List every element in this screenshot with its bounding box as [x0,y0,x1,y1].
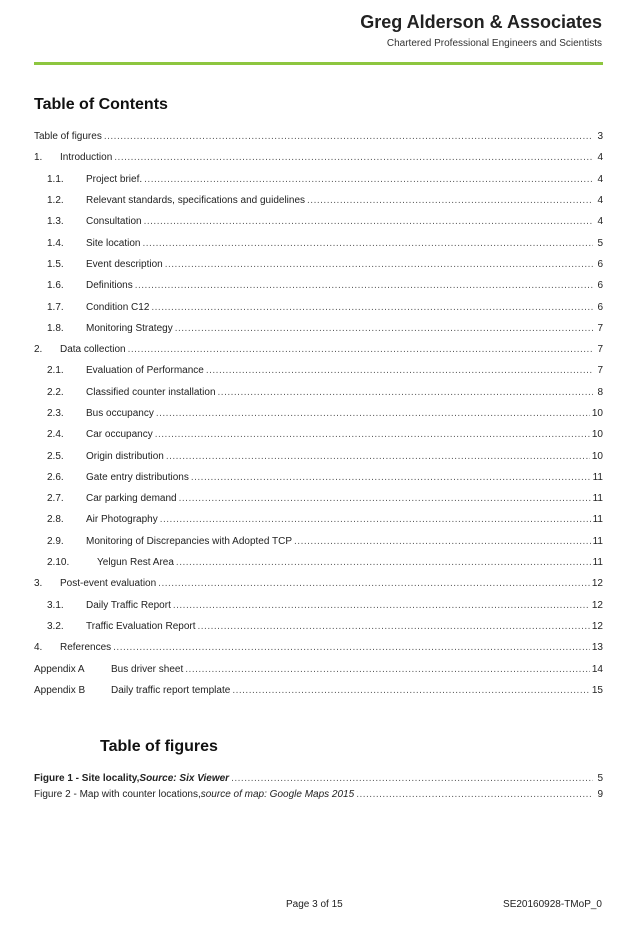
toc-entry-references[interactable] [34,637,603,658]
toc-entry-origin-distribution[interactable] [34,445,603,466]
toc-entry-number: 3.1. [47,599,64,611]
toc-entry-classified-counter-installation[interactable] [34,382,603,403]
toc-entry-page: 10 [591,450,603,462]
toc-entry-title: Table of figures [34,131,102,143]
toc-entry-appendix-b[interactable] [34,680,603,701]
figure-leader-dots [231,773,593,784]
toc-entry-site-location[interactable] [34,232,603,253]
toc-entry-gate-entry-distributions[interactable] [34,467,603,488]
toc-entry-number: 3.2. [47,620,64,632]
toc-entry-yelgun-rest-area[interactable] [34,552,603,573]
toc-entry-page: 15 [591,684,603,696]
toc-leader-dots [294,536,591,547]
toc-entry-number: 1.7. [47,301,64,313]
toc-entry-title: Definitions [86,280,133,292]
toc-entry-page: 14 [591,663,603,675]
toc-leader-dots [179,493,591,504]
toc-entry-number: 1.4. [47,237,64,249]
toc-entry-page: 3 [597,131,603,143]
toc-entry-number: 1.1. [47,173,64,185]
toc-leader-dots [166,451,590,462]
toc-entry-title: Monitoring of Discrepancies with Adopted TCP [86,535,293,547]
toc-entry-data-collection[interactable] [34,339,603,360]
toc-entry-number: 2.2. [47,386,64,398]
toc-entry-page: 11 [592,557,603,569]
toc-entry-page: 7 [597,322,603,334]
toc-leader-dots [206,365,593,376]
toc-entry-traffic-evaluation-report[interactable] [34,616,603,637]
toc-entry-daily-traffic-report[interactable] [34,595,603,616]
toc-entry-title: References [60,642,112,654]
toc-entry-title: Relevant standards, specifications and guidelines [86,195,306,207]
figures-heading: Table of figures [100,738,218,755]
toc-leader-dots [128,344,593,355]
toc-entry-number: 2.9. [47,535,64,547]
toc-entry-number: 1.5. [47,258,64,270]
toc-entry-page: 11 [592,535,603,547]
figure-entry-1[interactable] [34,770,603,786]
toc-entry-number: 2.7. [47,493,64,505]
toc-entry-page: 4 [597,152,603,164]
toc-entry-title: Consultation [86,216,142,228]
toc-leader-dots [165,259,593,270]
toc-entry-post-event-evaluation[interactable] [34,573,603,594]
toc-entry-page: 11 [592,471,603,483]
toc-entry-number: 2.4. [47,429,64,441]
toc-entry-title: Bus occupancy [86,408,154,419]
toc-entry-page: 12 [591,578,603,590]
toc-entry-introduction[interactable] [34,147,603,168]
toc-entry-title: Car parking demand [86,493,177,505]
toc-leader-dots [160,514,591,525]
toc-entry-number: 1.6. [47,280,64,292]
toc-entry-title: Data collection [60,344,126,356]
toc-entry-monitoring-strategy[interactable] [34,318,603,339]
toc-entry-condition-c12[interactable] [34,296,603,317]
toc-leader-dots [151,302,593,313]
toc-entry-title: Air Photography [86,514,158,526]
toc-leader-dots [142,238,593,249]
toc-entry-title: Bus driver sheet [111,663,184,675]
toc-entry-page: 6 [597,258,603,270]
toc-entry-table-of-figures[interactable] [34,126,603,147]
toc-entry-monitoring-of-discrepancies[interactable] [34,531,603,552]
figure-entry-label: Figure 2 - Map with counter locations, [34,788,201,800]
toc-entry-number: 1.2. [47,195,64,207]
toc-entry-title: Daily Traffic Report [86,599,171,611]
toc-entry-number: 2.6. [47,471,64,483]
toc-entry-number: 2.3. [47,408,64,419]
toc-entry-title: Daily traffic report template [111,684,231,696]
table-of-figures [34,770,603,802]
toc-entry-page: 11 [592,493,603,505]
toc-leader-dots [175,323,593,334]
toc-entry-number: 1.3. [47,216,64,228]
toc-entry-page: 4 [597,195,603,207]
toc-entry-event-description[interactable] [34,254,603,275]
toc-entry-number: 1.8. [47,322,64,334]
toc-entry-relevant-standards[interactable] [34,190,603,211]
toc-entry-title: Traffic Evaluation Report [86,620,196,632]
toc-leader-dots [155,429,590,440]
toc-entry-page: 8 [597,386,603,398]
toc-entry-number: 4. [34,642,43,654]
toc-entry-title: Gate entry distributions [86,471,189,483]
toc-entry-title: Condition C12 [86,301,150,313]
toc-entry-page: 5 [597,237,603,249]
toc-entry-page: 12 [591,620,603,632]
toc-leader-dots [185,664,590,675]
toc-entry-page: 10 [591,408,603,419]
toc-entry-title: Introduction [60,152,113,164]
toc-entry-number: 1. [34,152,43,164]
figure-entry-source: source of map: Google Maps 2015 [200,788,355,800]
toc-leader-dots [144,216,593,227]
toc-leader-dots [158,578,590,589]
figure-entry-2[interactable] [34,786,603,802]
figure-entry-page: 9 [597,788,603,800]
toc-entry-project-brief[interactable] [34,169,603,190]
figure-entry-page: 5 [597,772,603,784]
toc-leader-dots [113,642,590,653]
toc-entry-title: Classified counter installation [86,386,216,398]
toc-entry-title: Event description [86,258,163,270]
toc-entry-page: 6 [597,301,603,313]
toc-entry-number: 2.10. [47,557,70,569]
toc-entry-number: 2.5. [47,450,64,462]
toc-entry-page: 12 [591,599,603,611]
toc-entry-consultation[interactable] [34,211,603,232]
toc-entry-title: Site location [86,237,141,249]
toc-heading: Table of Contents [34,96,168,113]
company-tagline: Chartered Professional Engineers and Scientists [386,38,602,49]
toc-entry-definitions[interactable] [34,275,603,296]
toc-leader-dots [218,387,593,398]
toc-entry-title: Yelgun Rest Area [97,557,174,569]
toc-entry-number: 2. [34,344,43,356]
toc-entry-bus-occupancy[interactable] [34,403,603,424]
toc-entry-page: 11 [592,514,603,526]
header-divider [34,62,603,65]
table-of-contents [34,126,603,701]
toc-leader-dots [176,557,591,568]
toc-leader-dots [114,152,593,163]
toc-leader-dots [307,195,593,206]
toc-entry-title: Post-event evaluation [60,578,157,590]
toc-entry-number: Appendix A [34,663,85,675]
toc-entry-title: Car occupancy [86,429,153,441]
toc-entry-page: 6 [597,280,603,292]
toc-leader-dots [144,174,593,185]
toc-entry-title: Project brief. [86,173,143,185]
toc-entry-page: 4 [597,173,603,185]
toc-entry-page: 7 [597,365,603,377]
document-reference: SE20160928-TMoP_0 [503,899,602,910]
toc-entry-car-occupancy[interactable] [34,424,603,445]
toc-entry-number: Appendix B [34,684,86,696]
toc-entry-title: Origin distribution [86,450,164,462]
toc-entry-page: 10 [591,429,603,441]
company-name: Greg Alderson & Associates [360,12,602,32]
toc-leader-dots [198,621,590,632]
toc-leader-dots [191,472,591,483]
toc-entry-page: 7 [597,344,603,356]
toc-leader-dots [156,408,590,419]
toc-entry-evaluation-of-performance[interactable] [34,360,603,381]
toc-entry-page: 13 [591,642,603,654]
toc-entry-appendix-a[interactable] [34,658,603,679]
toc-entry-number: 2.1. [47,365,64,377]
toc-leader-dots [104,131,593,142]
toc-entry-number: 3. [34,578,43,590]
toc-entry-page: 4 [597,216,603,228]
toc-leader-dots [173,600,590,611]
toc-entry-air-photography[interactable] [34,509,603,530]
toc-entry-title: Monitoring Strategy [86,322,173,334]
page-number: Page 3 of 15 [286,899,343,910]
figure-entry-label: Figure 1 - Site locality, [34,772,140,784]
toc-leader-dots [232,685,590,696]
toc-entry-title: Evaluation of Performance [86,365,204,377]
figure-leader-dots [356,789,593,800]
toc-entry-number: 2.8. [47,514,64,526]
toc-entry-car-parking-demand[interactable] [34,488,603,509]
figure-entry-source: Source: Six Viewer [139,772,230,784]
toc-leader-dots [135,280,593,291]
